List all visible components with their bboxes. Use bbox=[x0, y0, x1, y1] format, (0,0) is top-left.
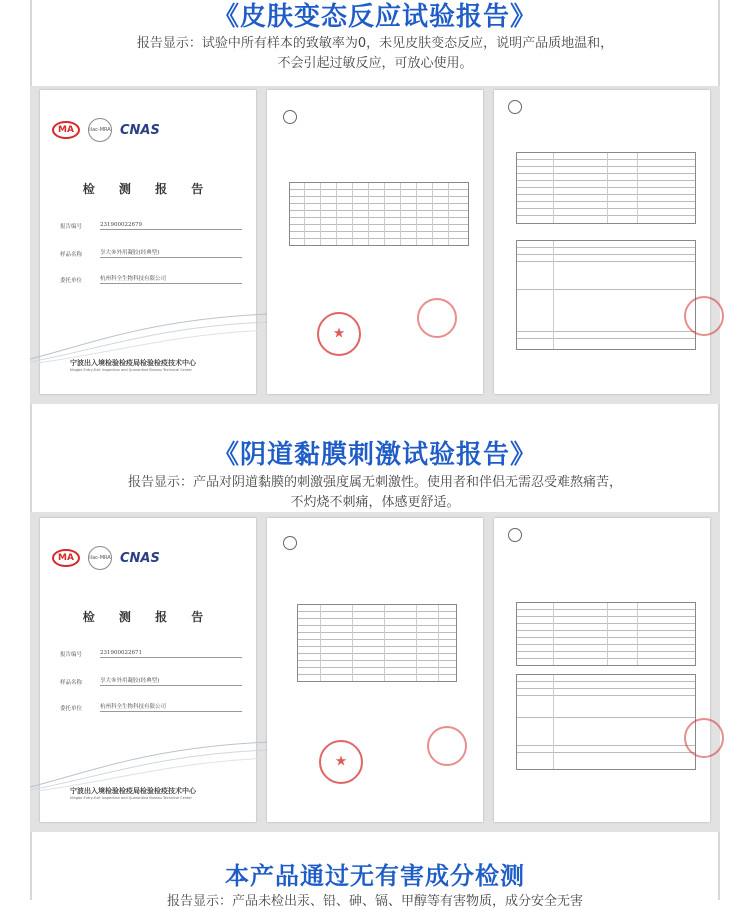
sample-name-row bbox=[60, 248, 242, 258]
test-results-table bbox=[297, 604, 457, 682]
harmful-substance-test-description: 报告显示：产品未检出汞、铅、砷、镉、甲醇等有害物质，成分安全无害 bbox=[166, 894, 583, 909]
issuer-footer bbox=[70, 358, 196, 372]
client-label: 委托单位 bbox=[60, 278, 83, 284]
decorative-swoosh bbox=[30, 314, 270, 364]
institution-seal-icon bbox=[508, 528, 522, 542]
report-data-page[interactable] bbox=[267, 90, 483, 394]
client-value: 杭州科全生物科技有限公司 bbox=[100, 702, 242, 712]
ilac-mra-logo: ilac-MRA bbox=[88, 118, 112, 142]
issuer-footer bbox=[70, 786, 196, 800]
sample-name-value: 享大®外用凝胶(经典型) bbox=[100, 248, 242, 258]
report-data-page[interactable] bbox=[267, 518, 483, 822]
inspector-red-stamp bbox=[417, 298, 457, 338]
decorative-swoosh bbox=[30, 742, 270, 792]
report-number-label: 报告编号 bbox=[60, 224, 83, 230]
certification-logos bbox=[52, 118, 160, 142]
report-detail-page[interactable] bbox=[494, 90, 710, 394]
vaginal-irritation-report-description bbox=[90, 473, 660, 513]
sample-info-table bbox=[516, 152, 696, 224]
report-gallery-2 bbox=[30, 512, 720, 832]
report-number-label: 报告编号 bbox=[60, 652, 83, 658]
desc-line: 报告显示：产品对阴道黏膜的刺激强度属无刺激性。使用者和伴侣无需忍受难熬痛苦， bbox=[127, 475, 622, 490]
report-detail-page[interactable] bbox=[494, 518, 710, 822]
client-value: 杭州科全生物科技有限公司 bbox=[100, 274, 242, 284]
institution-seal-icon bbox=[283, 110, 297, 124]
certification-logos bbox=[52, 546, 160, 570]
vaginal-irritation-report-title: 《阴道黏膜刺激试验报告》 bbox=[212, 440, 537, 470]
report-number-row bbox=[60, 222, 242, 230]
sample-name-label: 样品名称 bbox=[60, 680, 83, 686]
desc-line: 不灼烧不刺痛，体感更舒适。 bbox=[290, 495, 460, 510]
harmful-substance-test-title: 本产品通过无有害成分检测 bbox=[225, 862, 525, 890]
official-red-stamp bbox=[319, 740, 363, 784]
test-method-table bbox=[516, 240, 696, 350]
sample-name-row bbox=[60, 676, 242, 686]
cover-title: 检 测 报 告 bbox=[82, 182, 214, 196]
issuer-name-en: Ningbo Entry-Exit Inspection and Quarantine Bureau Technical Center bbox=[70, 796, 192, 800]
desc-line: 报告显示：试验中所有样本的致敏率为0，未见皮肤变态反应，说明产品质地温和， bbox=[136, 36, 614, 51]
desc-line: 不会引起过敏反应，可放心使用。 bbox=[277, 56, 473, 71]
report-number-value: 231900022679 bbox=[100, 222, 242, 230]
cma-logo: MA bbox=[52, 121, 80, 139]
sample-name-label: 样品名称 bbox=[60, 252, 83, 258]
skin-allergy-report-description bbox=[90, 34, 660, 74]
institution-seal-icon bbox=[283, 536, 297, 550]
issuer-name-cn: 宁波出入境检验检疫局检验检疫技术中心 bbox=[70, 359, 196, 367]
client-row bbox=[60, 274, 242, 284]
cnas-logo: CNAS bbox=[120, 122, 160, 138]
report-cover-page[interactable] bbox=[40, 90, 256, 394]
cover-title: 检 测 报 告 bbox=[82, 610, 214, 624]
red-stamp-edge bbox=[684, 718, 724, 758]
cnas-logo: CNAS bbox=[120, 550, 160, 566]
client-row bbox=[60, 702, 242, 712]
skin-allergy-report-title: 《皮肤变态反应试验报告》 bbox=[212, 2, 537, 32]
issuer-name-cn: 宁波出入境检验检疫局检验检疫技术中心 bbox=[70, 787, 196, 795]
report-number-row bbox=[60, 650, 242, 658]
sample-info-table bbox=[516, 602, 696, 666]
client-label: 委托单位 bbox=[60, 706, 83, 712]
test-method-table bbox=[516, 674, 696, 770]
red-stamp-edge bbox=[684, 296, 724, 336]
inspector-red-stamp bbox=[427, 726, 467, 766]
official-red-stamp bbox=[317, 312, 361, 356]
report-number-value: 231900022671 bbox=[100, 650, 242, 658]
institution-seal-icon bbox=[508, 100, 522, 114]
ilac-mra-logo: ilac-MRA bbox=[88, 546, 112, 570]
cma-logo: MA bbox=[52, 549, 80, 567]
report-cover-page[interactable] bbox=[40, 518, 256, 822]
test-results-table bbox=[289, 182, 469, 246]
issuer-name-en: Ningbo Entry-Exit Inspection and Quarantine Bureau Technical Center bbox=[70, 368, 192, 372]
sample-name-value: 享大®外用凝胶(经典型) bbox=[100, 676, 242, 686]
report-gallery-1 bbox=[30, 86, 720, 404]
